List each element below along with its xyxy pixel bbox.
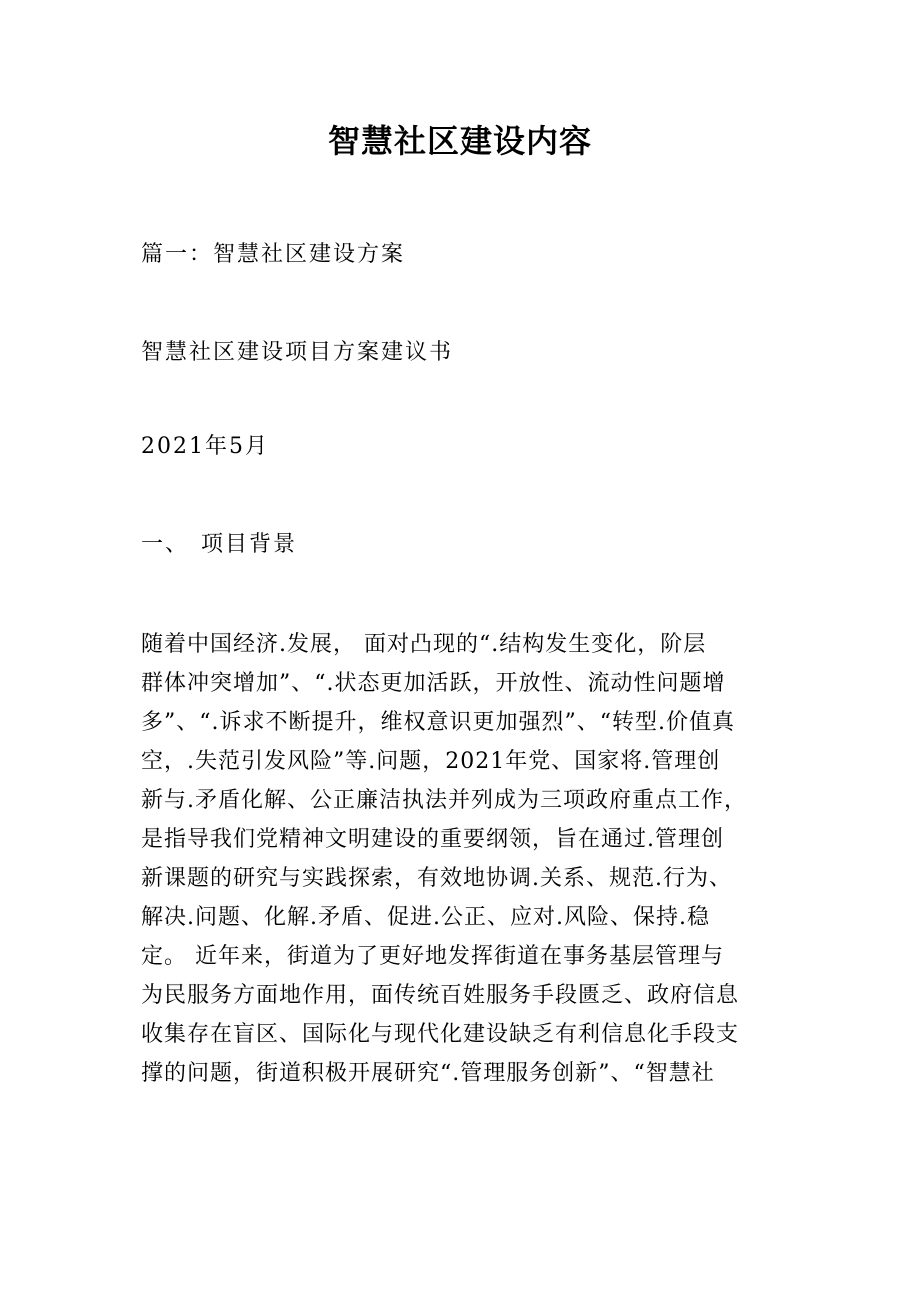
paragraph-line: 多”、“.诉求不断提升，维权意识更加强烈”、“转型.价值真 [141, 710, 735, 735]
body-paragraph [141, 625, 801, 1093]
paragraph-line: 是指导我们党精神文明建设的重要纲领，旨在通过.管理创 [141, 827, 724, 852]
subtitle-heading: 篇一：智慧社区建设方案 [141, 242, 406, 267]
proposal-heading: 智慧社区建设项目方案建议书 [141, 340, 454, 365]
document-date: 2021年5月 [141, 434, 269, 459]
document-title: 智慧社区建设内容 [327, 122, 592, 160]
paragraph-line: 定。 近年来，街道为了更好地发挥街道在事务基层管理与 [141, 944, 724, 969]
paragraph-line: 空，.失范引发风险”等.问题，2021年党、国家将.管理创 [141, 749, 721, 774]
section-number: 一、 [141, 532, 190, 557]
paragraph-line: 撑的问题，街道积极开展研究“.管理服务创新”、“智慧社 [141, 1061, 715, 1086]
section-label: 项目背景 [201, 532, 298, 557]
paragraph-line: 新课题的研究与实践探索，有效地协调.关系、规范.行为、 [141, 866, 732, 891]
paragraph-line: 解决.问题、化解.矛盾、促进.公正、应对.风险、保持.稳 [141, 905, 710, 930]
paragraph-line: 随着中国经济.发展， 面对凸现的“.结构发生变化，阶层 [141, 632, 707, 657]
section-heading [141, 530, 297, 560]
paragraph-line: 新与.矛盾化解、公正廉洁执法并列成为三项政府重点工作， [141, 788, 747, 813]
paragraph-line: 群体冲突增加”、“.状态更加活跃，开放性、流动性问题增 [141, 671, 726, 696]
paragraph-line: 为民服务方面地作用，面传统百姓服务手段匮乏、政府信息 [141, 983, 740, 1008]
paragraph-line: 收集存在盲区、国际化与现代化建设缺乏有利信息化手段支 [141, 1022, 740, 1047]
